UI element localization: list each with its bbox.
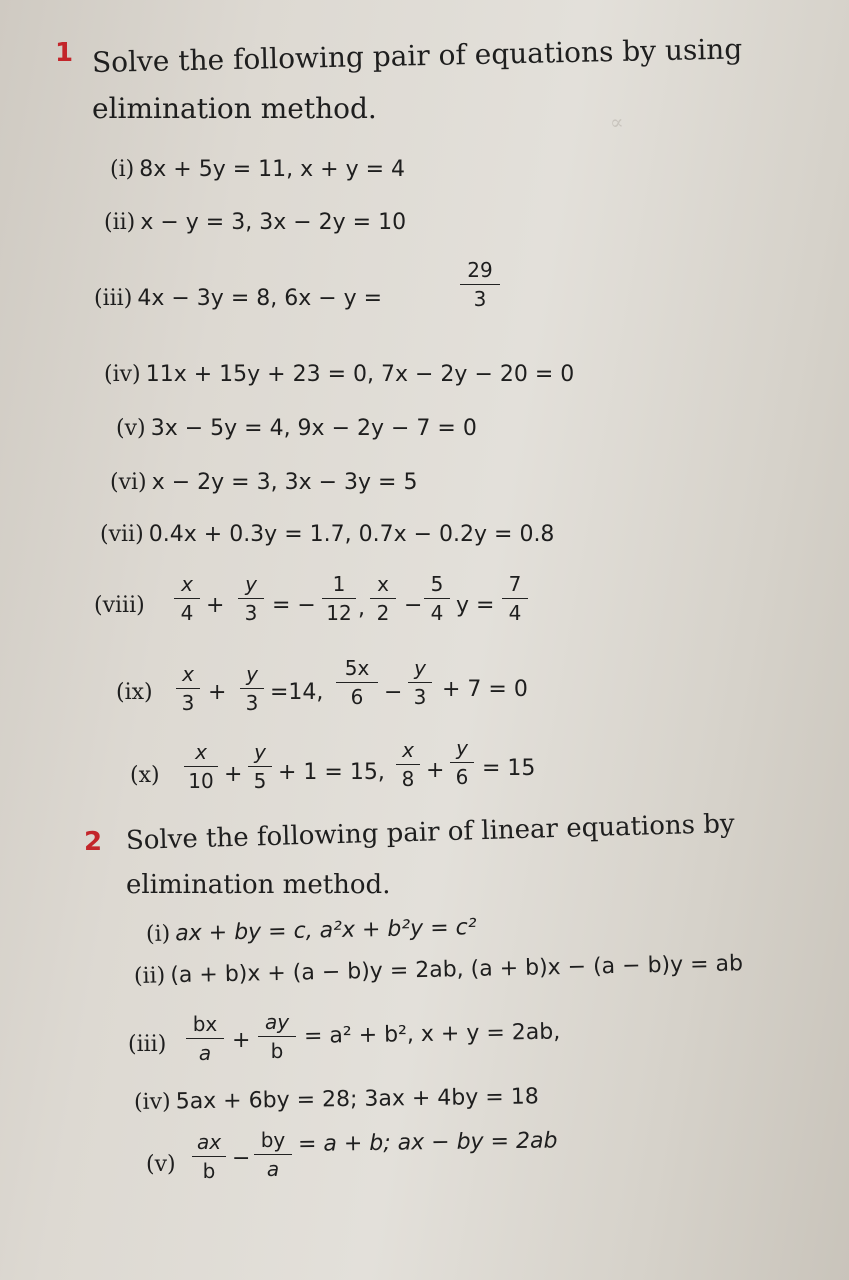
denominator: 6 <box>455 765 469 789</box>
equation: (a + b)x + (a − b)y = 2ab, (a + b)x − (a − b)y = ab <box>170 951 744 989</box>
numerator: y <box>254 740 266 764</box>
question-2-number: 2 <box>84 827 103 857</box>
q2-item-iv <box>134 1084 539 1115</box>
fraction-bar <box>370 598 396 599</box>
item-label: (iv) <box>133 1089 171 1115</box>
fraction-bar <box>240 688 264 689</box>
denominator: 3 <box>245 691 259 715</box>
fraction <box>248 740 272 793</box>
operator: + <box>224 762 243 787</box>
fraction <box>174 572 200 625</box>
q2-item-i <box>146 915 477 947</box>
q1-item-v <box>116 416 477 441</box>
denominator: a <box>266 1157 280 1181</box>
operator: + <box>426 758 445 783</box>
fraction-bar <box>408 682 432 683</box>
q1-item-viii-label: (viii) <box>94 593 145 618</box>
denominator: 4 <box>430 601 444 625</box>
fraction <box>322 572 356 625</box>
numerator: by <box>260 1128 286 1152</box>
fraction <box>396 738 420 791</box>
fraction <box>424 572 450 625</box>
fraction-bar <box>322 598 356 599</box>
item-label: (vii) <box>100 522 144 547</box>
numerator: x <box>181 572 193 596</box>
item-label: (iv) <box>104 362 141 387</box>
fraction-bar <box>258 1036 296 1037</box>
numerator: 7 <box>508 572 522 596</box>
numerator: x <box>377 572 389 596</box>
fraction <box>186 1012 224 1065</box>
fraction-bar <box>424 598 450 599</box>
fraction-bar <box>176 688 200 689</box>
fraction <box>238 572 264 625</box>
q1-item-ix-label: (ix) <box>116 680 153 705</box>
numerator: x <box>402 738 414 762</box>
fraction-bar <box>186 1038 224 1039</box>
q1-item-ii <box>104 210 406 235</box>
question-1-title-line2: elimination method. <box>92 92 377 125</box>
numerator: y <box>246 662 258 686</box>
question-1-title-line1: Solve the following pair of equations by using <box>91 32 743 79</box>
fraction-bar <box>450 762 474 763</box>
operator: + 7 = 0 <box>442 677 528 702</box>
fraction <box>502 572 528 625</box>
question-1-number: 1 <box>55 38 74 68</box>
q1-item-vi <box>110 470 417 495</box>
q1-item-x-label: (x) <box>130 763 160 788</box>
equation: x − 2y = 3, 3x − 3y = 5 <box>151 470 418 495</box>
item-label: (i) <box>110 157 135 182</box>
operator: − <box>404 593 423 618</box>
fraction-bar <box>192 1156 226 1157</box>
equation: 5ax + 6by = 28; 3ax + 4by = 18 <box>175 1084 539 1115</box>
q2-item-v-label: (v) <box>146 1152 176 1177</box>
denominator: 8 <box>401 767 415 791</box>
fraction <box>450 736 474 789</box>
denominator: 2 <box>376 601 390 625</box>
question-2-title-line2: elimination method. <box>126 870 391 900</box>
fraction-bar <box>254 1154 292 1155</box>
numerator: y <box>414 656 426 680</box>
denominator: 3 <box>244 601 258 625</box>
fraction <box>254 1128 292 1181</box>
numerator: 5 <box>430 572 444 596</box>
fraction-bar <box>184 766 218 767</box>
question-2-title-line1: Solve the following pair of linear equations by <box>125 809 735 856</box>
operator: = a² + b², x + y = 2ab, <box>303 1019 561 1049</box>
fraction <box>176 662 200 715</box>
item-label: (vi) <box>110 470 147 495</box>
operator: + <box>208 680 227 705</box>
equation: 4x − 3y = 8, 6x − y = <box>137 286 383 311</box>
q1-item-vii <box>100 522 554 547</box>
fraction-bar <box>248 766 272 767</box>
q2-item-iii-label: (iii) <box>128 1032 167 1057</box>
fraction-bar <box>460 284 500 285</box>
numerator: x <box>182 662 194 686</box>
item-label: (v) <box>116 416 146 441</box>
q1-item-iv <box>104 362 574 387</box>
fraction-bar <box>238 598 264 599</box>
denominator: 4 <box>180 601 194 625</box>
fraction-bar <box>174 598 200 599</box>
operator: = a + b; ax − by = 2ab <box>297 1128 558 1157</box>
fraction <box>460 258 500 311</box>
fraction-bar <box>336 682 378 683</box>
fraction <box>240 662 264 715</box>
numerator: 5x <box>344 656 370 680</box>
denominator: b <box>270 1039 284 1063</box>
q2-item-ii <box>134 951 743 989</box>
equation: 8x + 5y = 11, x + y = 4 <box>139 157 406 182</box>
operator: + <box>206 593 225 618</box>
denominator: 12 <box>326 601 352 625</box>
numerator: 1 <box>332 572 346 596</box>
fraction <box>192 1130 226 1183</box>
q1-item-i <box>110 157 405 182</box>
item-label: (i) <box>145 921 171 947</box>
numerator: 29 <box>467 258 493 282</box>
item-label: (iii) <box>94 286 133 311</box>
equation: ax + by = c, a²x + b²y = c² <box>175 915 477 947</box>
operator: + 1 = 15, <box>278 760 385 785</box>
bleed-through-text: ∝ <box>609 109 625 135</box>
denominator: 4 <box>508 601 522 625</box>
operator: y = <box>456 593 495 618</box>
fraction <box>336 656 378 709</box>
denominator: 3 <box>413 685 427 709</box>
numerator: y <box>456 736 468 760</box>
fraction <box>370 572 396 625</box>
operator: =14, <box>270 680 324 705</box>
numerator: bx <box>192 1012 218 1036</box>
denominator: a <box>198 1041 212 1065</box>
operator: − <box>384 680 403 705</box>
fraction <box>258 1010 296 1063</box>
operator: = 15 <box>482 756 536 781</box>
denominator: 6 <box>350 685 364 709</box>
equation: 11x + 15y + 23 = 0, 7x − 2y − 20 = 0 <box>145 362 575 387</box>
operator: = − <box>272 593 316 618</box>
equation: 3x − 5y = 4, 9x − 2y − 7 = 0 <box>150 416 477 441</box>
fraction-bar <box>502 598 528 599</box>
fraction <box>408 656 432 709</box>
item-label: (ii) <box>133 963 166 989</box>
equation: 0.4x + 0.3y = 1.7, 0.7x − 0.2y = 0.8 <box>148 522 555 547</box>
numerator: x <box>195 740 207 764</box>
numerator: ax <box>196 1130 222 1154</box>
operator: + <box>232 1028 251 1053</box>
q1-item-iii <box>94 286 382 311</box>
separator: , <box>358 596 365 621</box>
fraction-bar <box>396 764 420 765</box>
fraction <box>184 740 218 793</box>
denominator: 10 <box>188 769 214 793</box>
denominator: 3 <box>181 691 195 715</box>
equation: x − y = 3, 3x − 2y = 10 <box>140 210 407 235</box>
denominator: 5 <box>253 769 267 793</box>
item-label: (ii) <box>104 210 136 235</box>
denominator: 3 <box>473 287 487 311</box>
numerator: y <box>245 572 257 596</box>
numerator: ay <box>264 1010 290 1034</box>
operator: − <box>232 1146 251 1171</box>
denominator: b <box>202 1159 216 1183</box>
